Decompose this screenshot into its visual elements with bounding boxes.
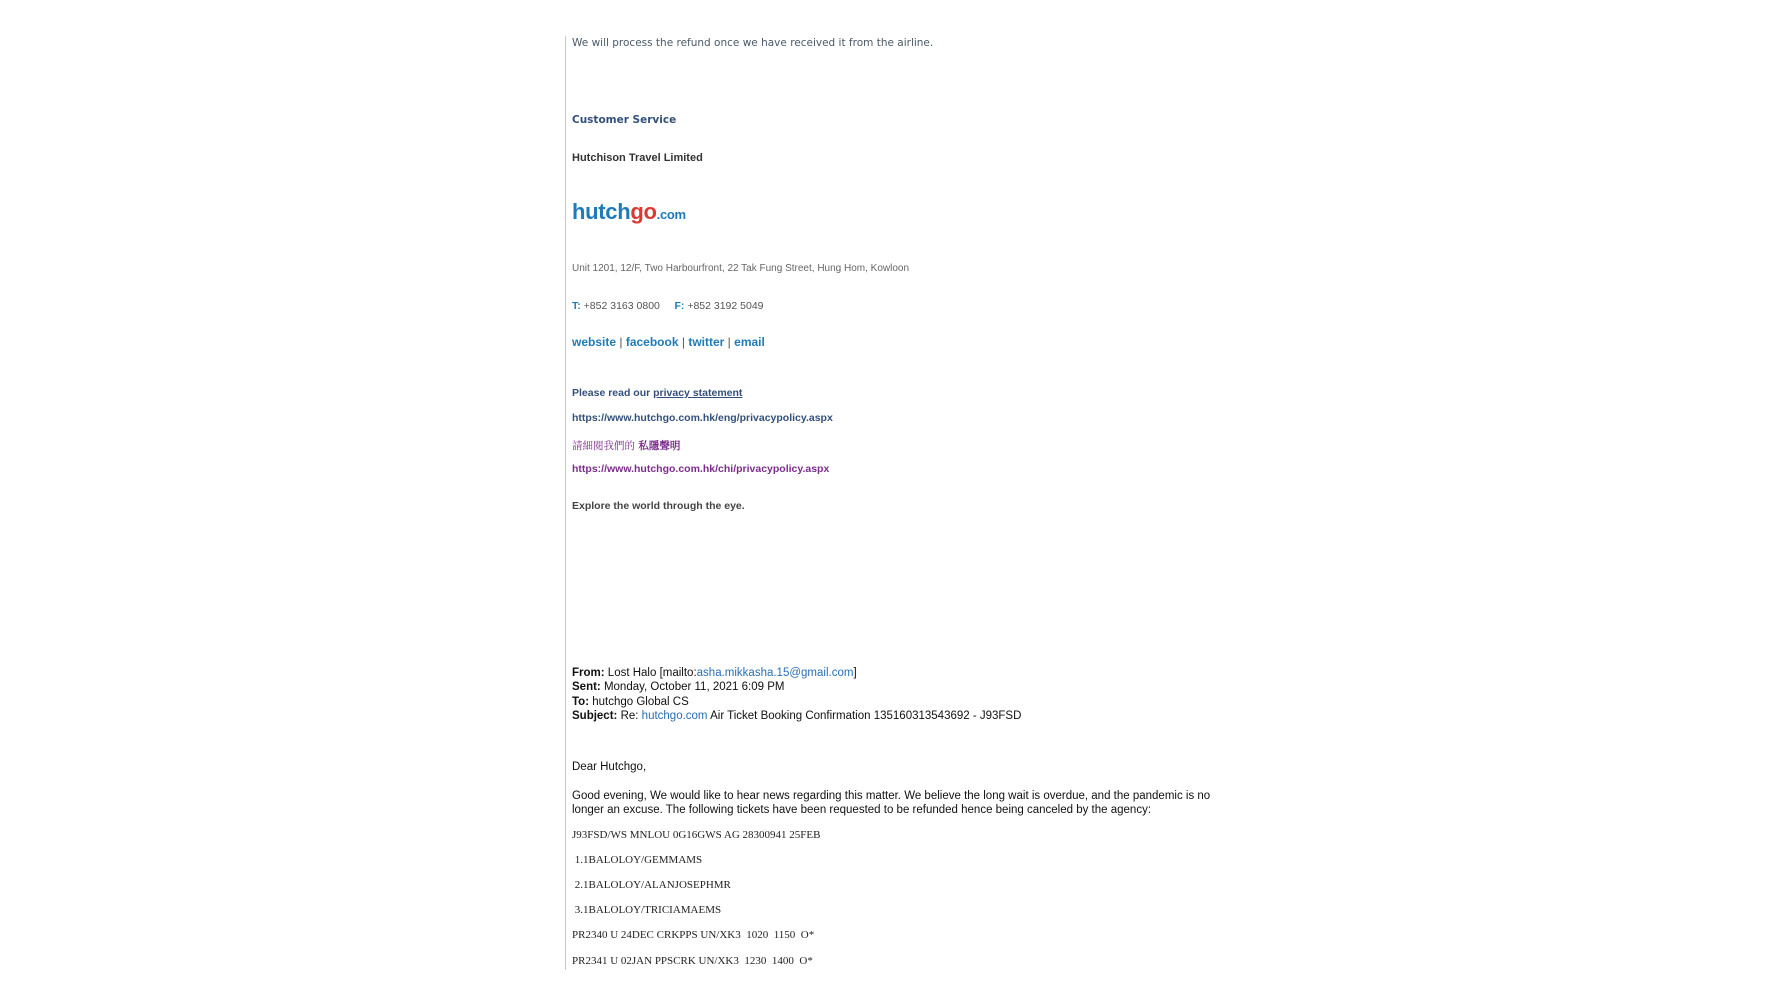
privacy-zh-prefix: 請細閱我們的	[572, 440, 639, 452]
subject-label: Subject:	[572, 710, 618, 722]
privacy-zh-link[interactable]: 私隱聲明	[638, 440, 681, 452]
company-name: Hutchison Travel Limited	[572, 152, 703, 164]
link-separator: |	[727, 335, 731, 349]
privacy-url-zh[interactable]: https://www.hutchgo.com.hk/chi/privacypolicy.aspx	[572, 463, 830, 475]
website-link[interactable]: website	[572, 335, 617, 349]
social-links	[572, 335, 765, 349]
logo-part-com: .com	[656, 207, 686, 222]
subject-line	[572, 710, 1021, 722]
privacy-statement-link[interactable]: privacy statement	[653, 387, 743, 399]
subject-prefix: Re:	[620, 710, 642, 722]
booking-line: J93FSD/WS MNLOU 0G16GWS AG 28300941 25FEB	[572, 829, 821, 841]
contact-line	[572, 300, 764, 312]
from-name: Lost Halo [mailto:	[607, 667, 697, 679]
from-close: ]	[853, 667, 857, 679]
sent-value: Monday, October 11, 2021 6:09 PM	[603, 681, 785, 693]
from-label: From:	[572, 667, 605, 679]
hutchgo-logo[interactable]	[572, 199, 686, 225]
passenger-line: 2.1BALOLOY/ALANJOSEPHMR	[572, 879, 731, 891]
passenger-line: 3.1BALOLOY/TRICIAMAEMS	[572, 904, 722, 916]
company-address: Unit 1201, 12/F, Two Harbourfront, 22 Tak Fung Street, Hung Hom, Kowloon	[572, 263, 910, 274]
to-line	[572, 696, 689, 708]
twitter-link[interactable]: twitter	[688, 335, 725, 349]
tagline: Explore the world through the eye.	[572, 500, 745, 512]
from-email-link[interactable]: asha.mikkasha.15@gmail.com	[696, 667, 854, 679]
department-name: Customer Service	[572, 114, 677, 126]
sent-line	[572, 681, 784, 693]
to-label: To:	[572, 696, 590, 708]
privacy-notice-en	[572, 387, 742, 399]
salutation: Dear Hutchgo,	[572, 761, 647, 773]
from-line	[572, 667, 857, 679]
link-separator: |	[619, 335, 623, 349]
to-value: hutchgo Global CS	[592, 696, 689, 708]
email-link[interactable]: email	[734, 335, 765, 349]
facebook-link[interactable]: facebook	[625, 335, 679, 349]
fax-label: F:	[674, 300, 685, 312]
phone-number: +852 3163 0800	[583, 300, 660, 312]
subject-link[interactable]: hutchgo.com	[641, 710, 708, 722]
passenger-line: 1.1BALOLOY/GEMMAMS	[572, 854, 703, 866]
privacy-url-en[interactable]: https://www.hutchgo.com.hk/eng/privacypolicy.aspx	[572, 412, 833, 424]
phone-label: T:	[572, 300, 581, 312]
refund-note: We will process the refund once we have received it from the airline.	[572, 37, 934, 49]
privacy-prefix: Please read our	[572, 387, 654, 399]
link-separator: |	[681, 335, 685, 349]
message-body: Good evening, We would like to hear news regarding this matter. We believe the long wait is overdue, and the pandemic is no longer an excuse. The following tickets have been requested to be refunded hence being canceled by the agency:	[572, 790, 1211, 816]
flight-segment-line: PR2340 U 24DEC CRKPPS UN/XK3 1020 1150 O*	[572, 929, 815, 941]
sent-label: Sent:	[572, 681, 601, 693]
flight-segment-line: PR2341 U 02JAN PPSCRK UN/XK3 1230 1400 O*	[572, 955, 813, 967]
fax-number: +852 3192 5049	[687, 300, 764, 312]
logo-part-hutch: hutch	[572, 199, 631, 224]
subject-rest: Air Ticket Booking Confirmation 135160313543692 - J93FSD	[707, 710, 1022, 722]
privacy-notice-zh	[572, 438, 680, 453]
logo-part-go: go	[630, 199, 657, 224]
quote-bar	[565, 36, 566, 970]
